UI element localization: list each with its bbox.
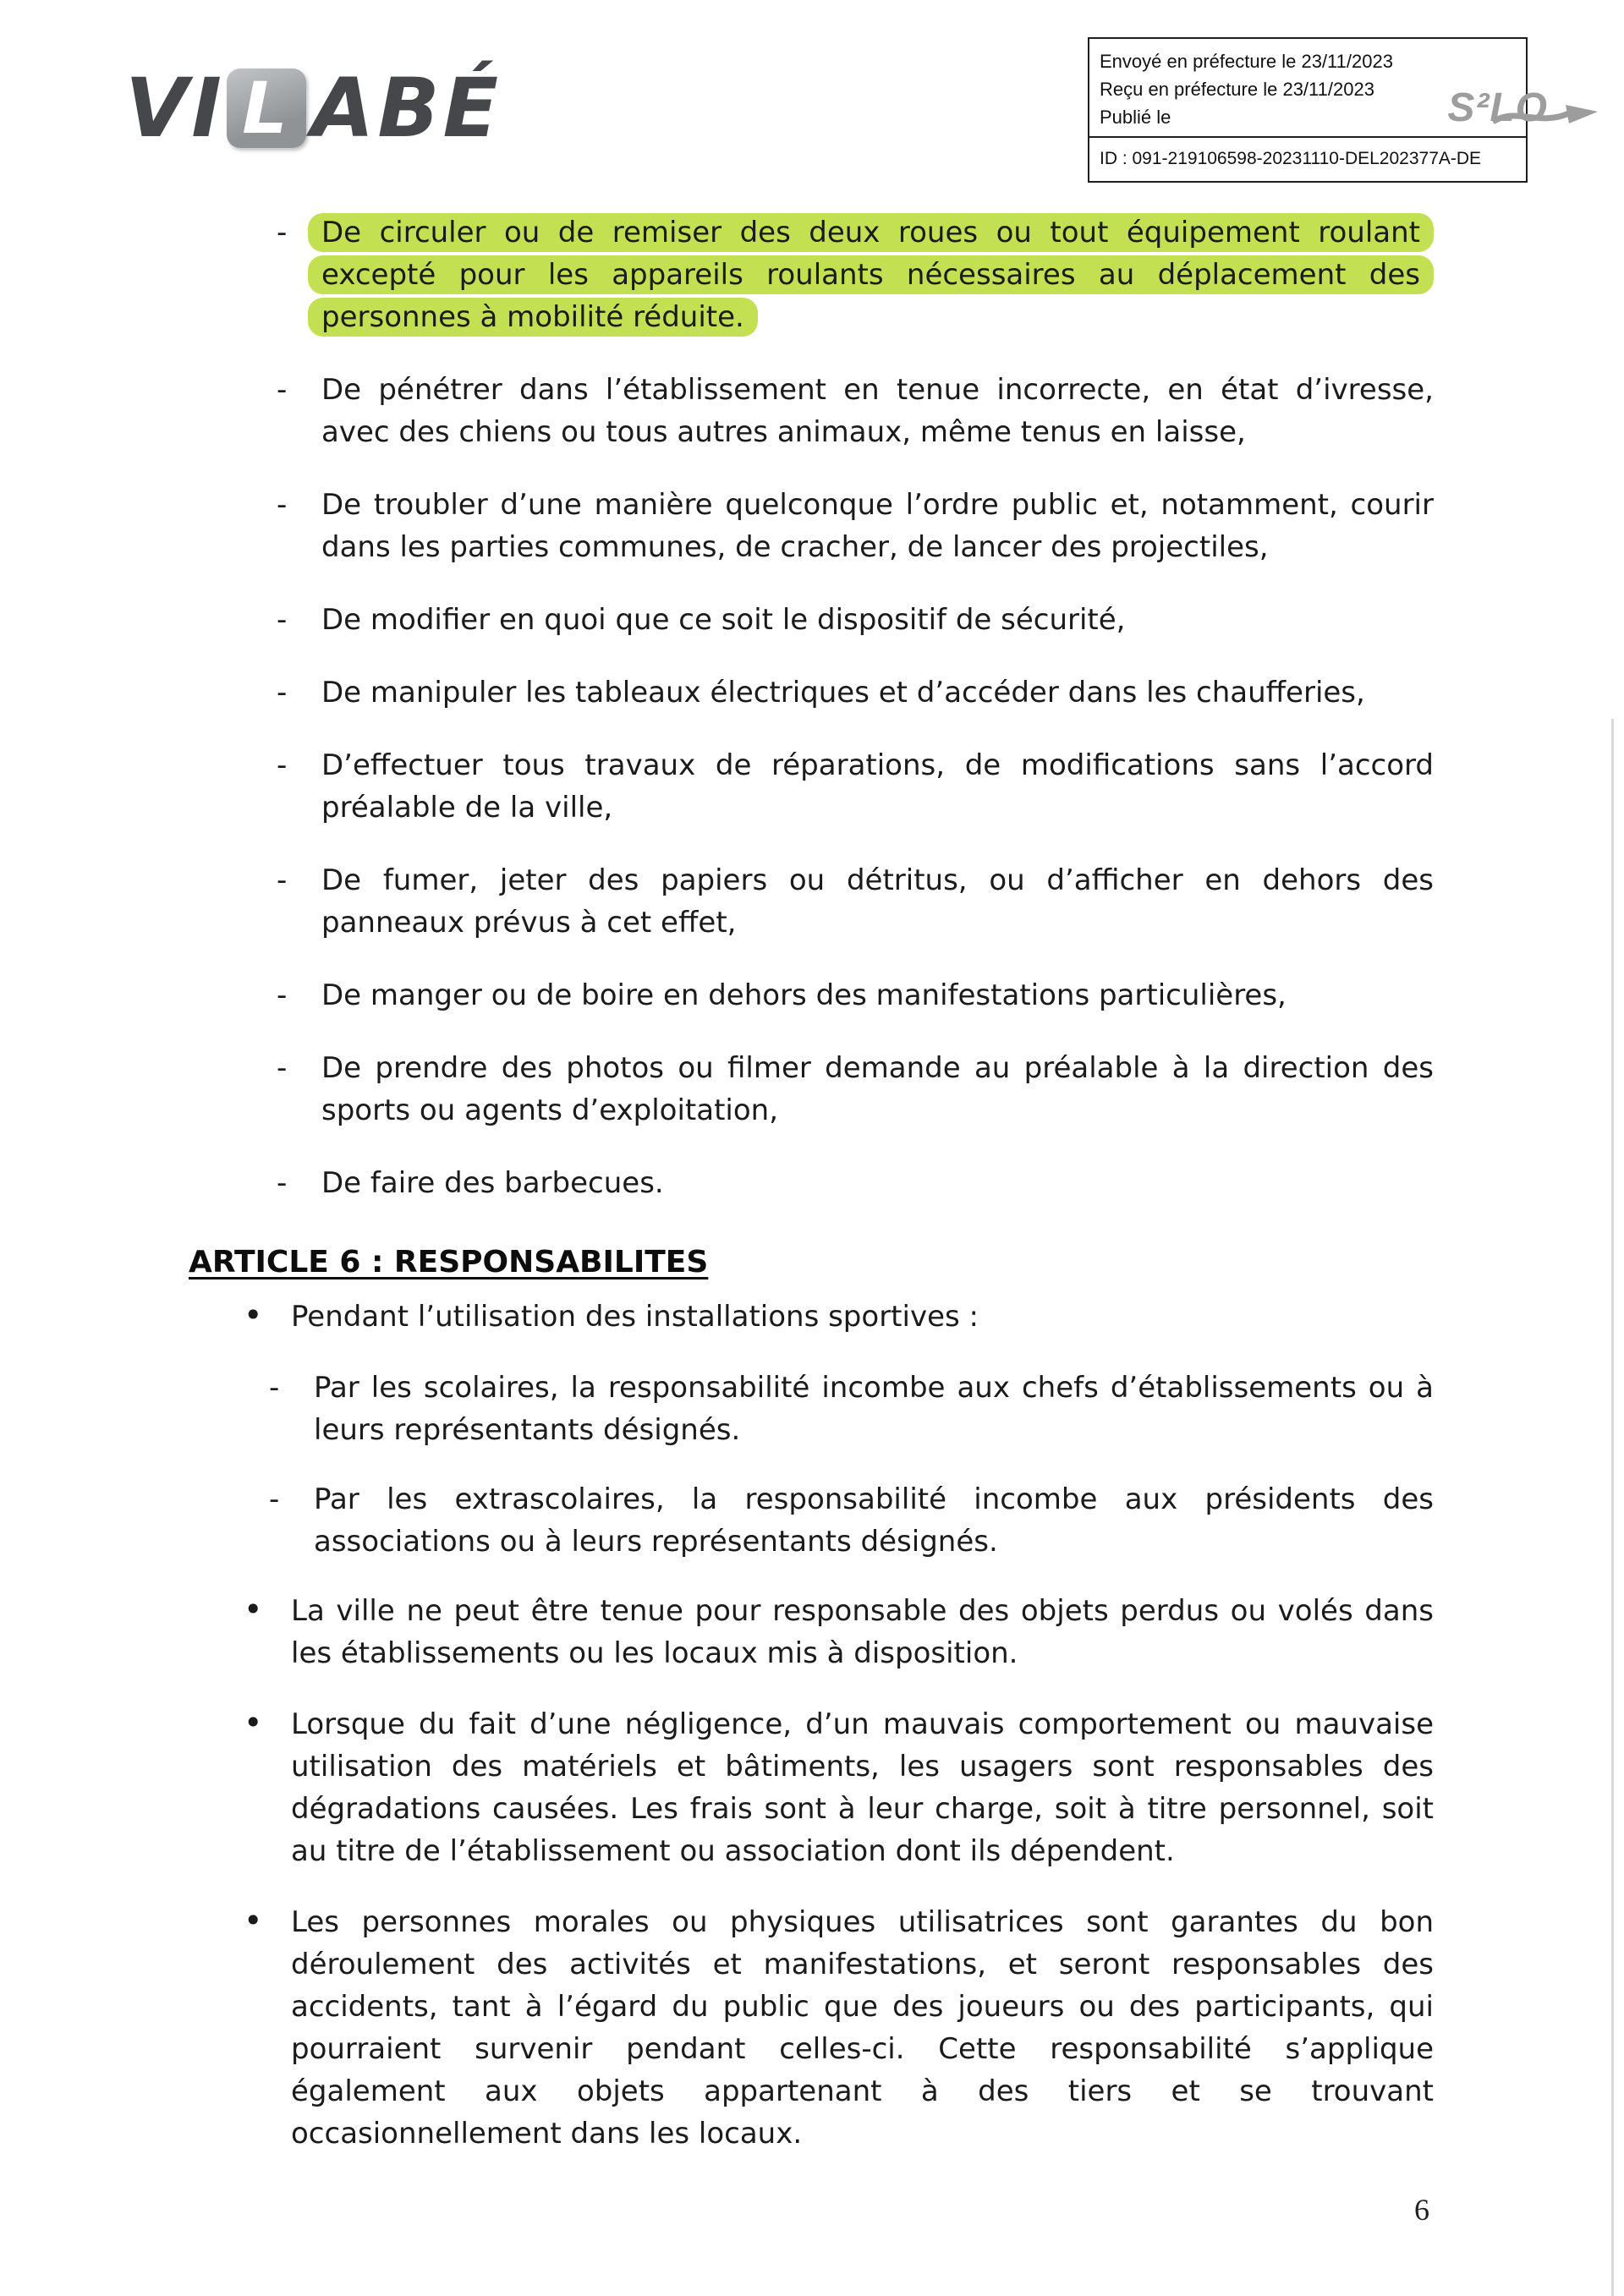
list-item	[244, 1703, 1434, 1872]
dash-bullet: -	[277, 373, 288, 407]
dash-bullet: -	[277, 978, 288, 1012]
round-bullet: •	[244, 1296, 263, 1334]
prohibitions-list	[273, 211, 1434, 1204]
list-item	[266, 1367, 1434, 1451]
list-item	[244, 1296, 1434, 1338]
dash-bullet: -	[277, 1166, 288, 1200]
list-item	[273, 211, 1434, 338]
stamp-line-sent: Envoyé en préfecture le 23/11/2023	[1100, 51, 1393, 72]
document-body	[0, 211, 1624, 2184]
list-item	[273, 671, 1434, 714]
article-6-heading: ARTICLE 6 : RESPONSABILITES	[189, 1245, 709, 1280]
logo-text-post: ABÉ	[311, 61, 502, 156]
list-item-text: De modifier en quoi que ce soit le dispositif de sécurité,	[321, 603, 1126, 637]
dash-bullet: -	[269, 1482, 280, 1516]
dash-bullet: -	[277, 1051, 288, 1085]
list-item-text: De faire des barbecues.	[321, 1166, 664, 1200]
logo-text-pre: VI	[125, 61, 226, 156]
villabe-logo	[125, 61, 502, 156]
list-item	[273, 599, 1434, 641]
dash-bullet: -	[269, 1371, 280, 1405]
stamp-line-received: Reçu en préfecture le 23/11/2023	[1100, 79, 1374, 100]
highlighted-text: De circuler ou de remiser des deux roues ou tout équipement roulant excepté pour les appareils roulants nécessaires au déplacement des personnes à mobilité réduite.	[308, 213, 1434, 337]
swoosh-arrow-icon	[1491, 101, 1601, 132]
list-item-text: De manipuler les tableaux électriques et d’accéder dans les chaufferies,	[321, 676, 1365, 710]
round-bullet: •	[244, 1591, 263, 1628]
round-bullet: •	[244, 1902, 263, 1939]
dash-bullet: -	[277, 676, 288, 710]
dash-bullet: -	[277, 748, 288, 782]
scan-artifact-line	[1611, 719, 1614, 2296]
dash-bullet: -	[277, 603, 288, 637]
logo-boxed-letter: L	[227, 68, 306, 148]
list-item	[273, 369, 1434, 453]
list-item-text: De manger ou de boire en dehors des manifestations particulières,	[321, 978, 1287, 1012]
stamp-line-published: Publié le	[1100, 107, 1171, 128]
list-item	[244, 1901, 1434, 2155]
dash-bullet: -	[277, 488, 288, 522]
list-item	[273, 1047, 1434, 1132]
dash-bullet: -	[277, 863, 288, 897]
round-bullet: •	[244, 1704, 263, 1741]
responsibilities-sublist	[266, 1367, 1434, 1563]
list-item	[273, 974, 1434, 1016]
list-item-text: Pendant l’utilisation des installations sportives :	[291, 1300, 979, 1334]
list-item	[273, 744, 1434, 829]
list-item-text: Les personnes morales ou physiques utilisatrices sont garantes du bon déroulement des activités et manifestations, et seront responsables des accidents, tant à l’égard du public que des joueurs ou des participants, qui pourraient survenir pendant celles-ci. Cette responsabilité s’applique également aux objets appartenant à des tiers et se trouvant occasionnellement dans les locaux.	[291, 1905, 1434, 2151]
list-item-text: D’effectuer tous travaux de réparations, de modifications sans l’accord préalable de la ville,	[321, 748, 1434, 825]
list-item	[273, 859, 1434, 944]
page-number: 6	[1414, 2193, 1429, 2227]
dash-bullet: -	[277, 216, 288, 249]
list-item-text: Par les extrascolaires, la responsabilité incombe aux présidents des associations ou à leurs représentants désignés.	[314, 1482, 1434, 1559]
list-item-text: De prendre des photos ou filmer demande au préalable à la direction des sports ou agents d’exploitation,	[321, 1051, 1434, 1127]
stamp-id-line: ID : 091-219106598-20231110-DEL202377A-DE	[1089, 136, 1526, 174]
list-item-text: Par les scolaires, la responsabilité incombe aux chefs d’établissements ou à leurs représentants désignés.	[314, 1371, 1434, 1447]
list-item-text: De troubler d’une manière quelconque l’ordre public et, notamment, courir dans les parties communes, de cracher, de lancer des projectiles,	[321, 488, 1434, 564]
list-item-text: De fumer, jeter des papiers ou détritus, ou d’afficher en dehors des panneaux prévus à cet effet,	[321, 863, 1434, 940]
s2lo-logo	[1447, 85, 1548, 130]
prefecture-stamp	[1088, 37, 1548, 183]
list-item	[273, 1162, 1434, 1204]
responsibilities-list	[244, 1296, 1434, 2155]
list-item	[266, 1478, 1434, 1563]
list-item	[244, 1590, 1434, 1674]
list-item-text: Lorsque du fait d’une négligence, d’un mauvais comportement ou mauvaise utilisation des matériels et bâtiments, les usagers sont responsables des dégradations causées. Les frais sont à leur charge, soit à titre personnel, soit au titre de l’établissement ou association dont ils dépendent.	[291, 1707, 1434, 1868]
list-item	[273, 484, 1434, 568]
list-item-text: De pénétrer dans l’établissement en tenue incorrecte, en état d’ivresse, avec des chiens ou tous autres animaux, même tenus en laisse,	[321, 373, 1434, 449]
list-item-text: La ville ne peut être tenue pour responsable des objets perdus ou volés dans les établissements ou les locaux mis à disposition.	[291, 1594, 1434, 1670]
s2lo-logo-text: S²LO	[1447, 85, 1548, 130]
